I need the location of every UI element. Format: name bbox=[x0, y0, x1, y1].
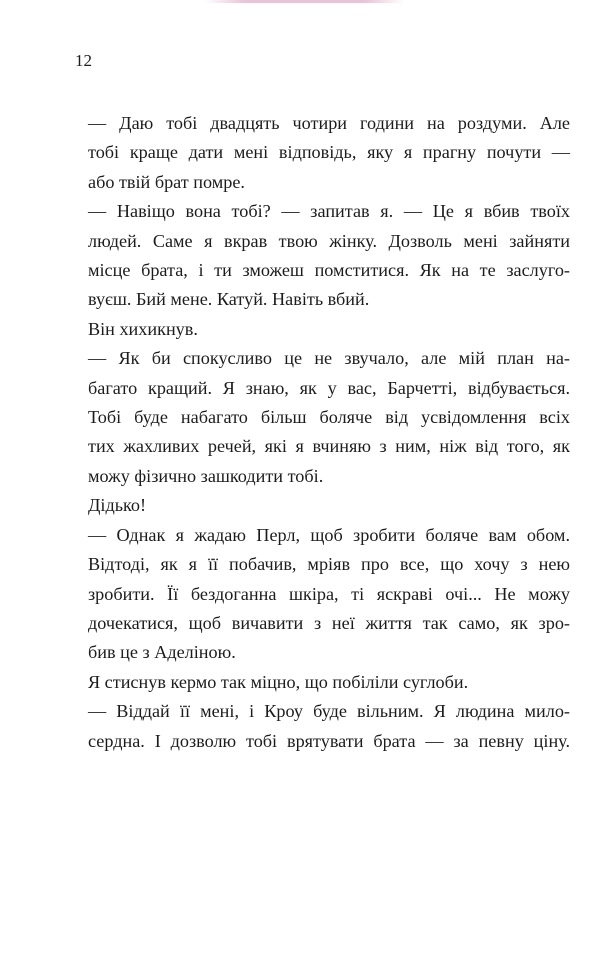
text-line: — Однак я жадаю Перл, щоб зробити боляче вам обом. bbox=[88, 524, 570, 545]
text-line: — Даю тобі двадцять чотири години на роздуми. Але bbox=[88, 113, 570, 133]
text-line: Він хихикнув. bbox=[88, 318, 198, 339]
text-line: дочекатися, щоб вичавити з неї життя так само, як зро- bbox=[88, 612, 570, 633]
text-line: Я стиснув кермо так міцно, що побіліли суглоби. bbox=[88, 671, 469, 692]
text-line: бив це з Аделіною. bbox=[88, 642, 236, 663]
text-line: — Віддай її мені, і Кроу буде вільним. Я людина мило- bbox=[88, 701, 570, 722]
page-number: 12 bbox=[75, 51, 92, 70]
top-edge-decoration bbox=[205, 0, 405, 3]
text-line: зробити. Її бездоганна шкіра, ті яскраві очі... Не можу bbox=[88, 583, 570, 604]
text-line: тих жахливих речей, які я вчиняю з ним, ніж від того, як bbox=[88, 436, 570, 457]
body-text bbox=[88, 109, 570, 756]
text-line: можу фізично зашкодити тобі. bbox=[88, 465, 324, 486]
text-line: вуєш. Бий мене. Катуй. Навіть вбий. bbox=[88, 289, 370, 310]
text-line: місце брата, і ти зможеш помститися. Як на те заслуго- bbox=[88, 260, 570, 281]
text-line: Дідько! bbox=[88, 495, 147, 516]
text-line: багато кращий. Я знаю, як у вас, Барчетті, відбувається. bbox=[88, 377, 570, 398]
text-line: Відтоді, як я її побачив, мріяв про все, що хочу з нею bbox=[88, 554, 570, 575]
text-line: тобі краще дати мені відповідь, яку я прагну почути — bbox=[88, 142, 570, 163]
text-line: людей. Саме я вкрав твою жінку. Дозволь мені зайняти bbox=[88, 230, 570, 251]
text-line: — Як би спокусливо це не звучало, але мій план на- bbox=[88, 348, 570, 369]
text-line: — Навіщо вона тобі? — запитав я. — Це я вбив твоїх bbox=[88, 201, 570, 222]
text-line: або твій брат помре. bbox=[88, 171, 245, 192]
text-line: сердна. І дозволю тобі врятувати брата — за певну ціну. bbox=[88, 730, 570, 751]
text-line: Тобі буде набагато більш боляче від усвідомлення всіх bbox=[88, 407, 570, 428]
